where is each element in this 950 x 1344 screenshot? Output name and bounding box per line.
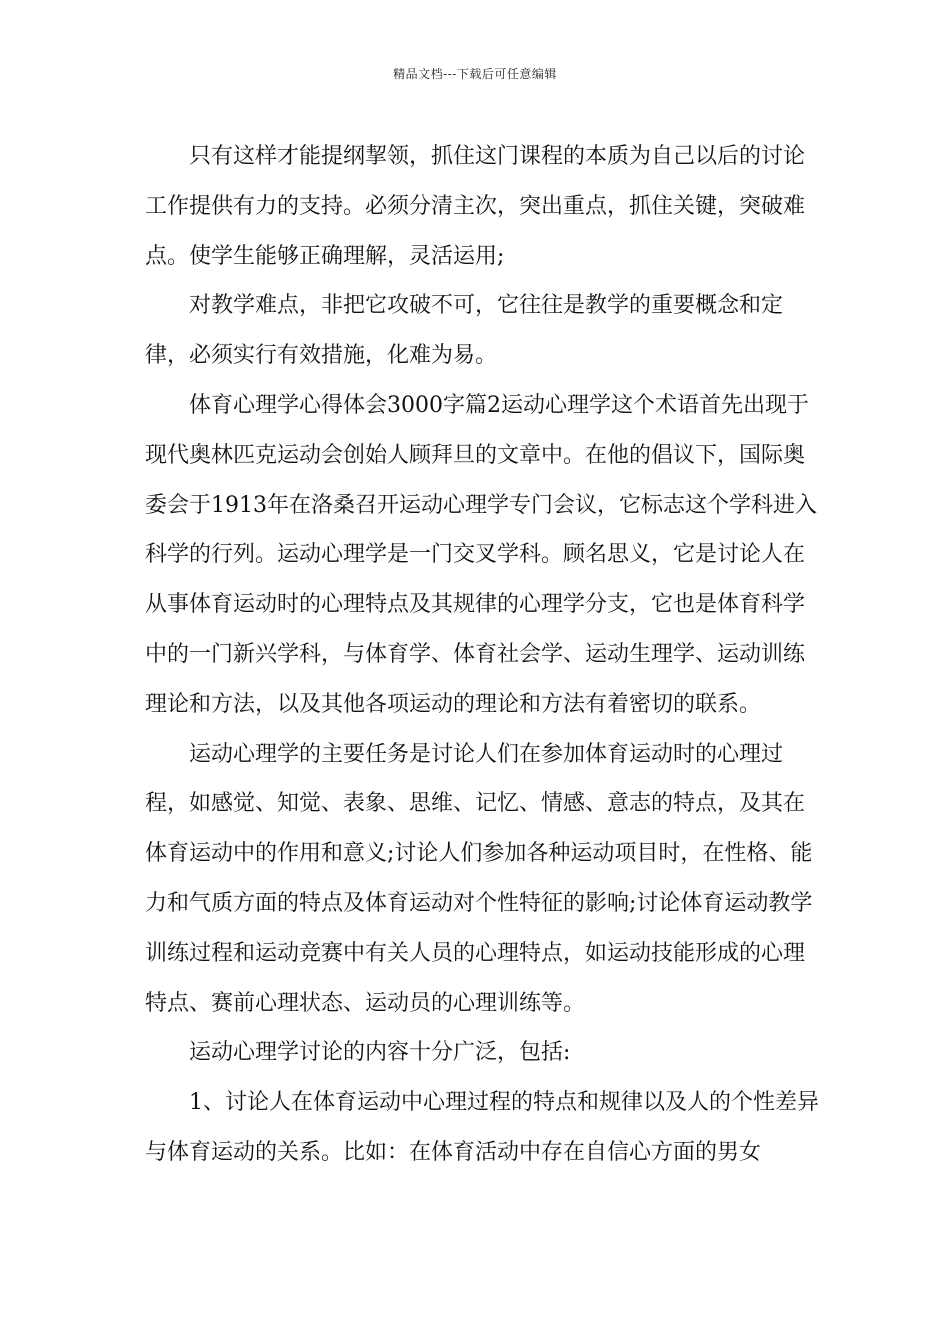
document-body (145, 132, 825, 1178)
paragraph: 对教学难点，非把它攻破不可，它往往是教学的重要概念和定律，必须实行有效措施，化难为易。 (145, 293, 784, 369)
paragraph: 只有这样才能提纲挈领，抓住这门课程的本质为自己以后的讨论工作提供有力的支持。必须分清主次，突出重点，抓住关键，突破难点。使学生能够正确理解，灵活运用; (145, 144, 806, 269)
paragraph: 运动心理学讨论的内容十分广泛，包括: (189, 1040, 571, 1066)
paragraph: 体育心理学心得体会3000字篇2运动心理学这个术语首先出现于现代奥林匹克运动会创始人顾拜旦的文章中。在他的倡议下，国际奥委会于1913年在洛桑召开运动心理学专门会议，它标志这个学科进入科学的行列。运动心理学是一门交叉学科。顾名思义，它是讨论人在从事体育运动时的心理特点及其规律的心理学分支，它也是体育科学中的一门新兴学科，与体育学、体育社会学、运动生理学、运动训练理论和方法，以及其他各项运动的理论和方法有着密切的联系。 (145, 392, 817, 717)
page-header: 精品文档---下载后可任意编辑 (393, 67, 557, 81)
paragraph: 运动心理学的主要任务是讨论人们在参加体育运动时的心理过程，如感觉、知觉、表象、思维、记忆、情感、意志的特点，及其在体育运动中的作用和意义;讨论人们参加各种运动项目时，在性格、能力和气质方面的特点及体育运动对个性特征的影响;讨论体育运动教学训练过程和运动竞赛中有关人员的心理特点，如运动技能形成的心理特点、赛前心理状态、运动员的心理训练等。 (145, 741, 813, 1016)
paragraph: 1、讨论人在体育运动中心理过程的特点和规律以及人的个性差异与体育运动的关系。比如：在体育活动中存在自信心方面的男女 (145, 1090, 819, 1165)
